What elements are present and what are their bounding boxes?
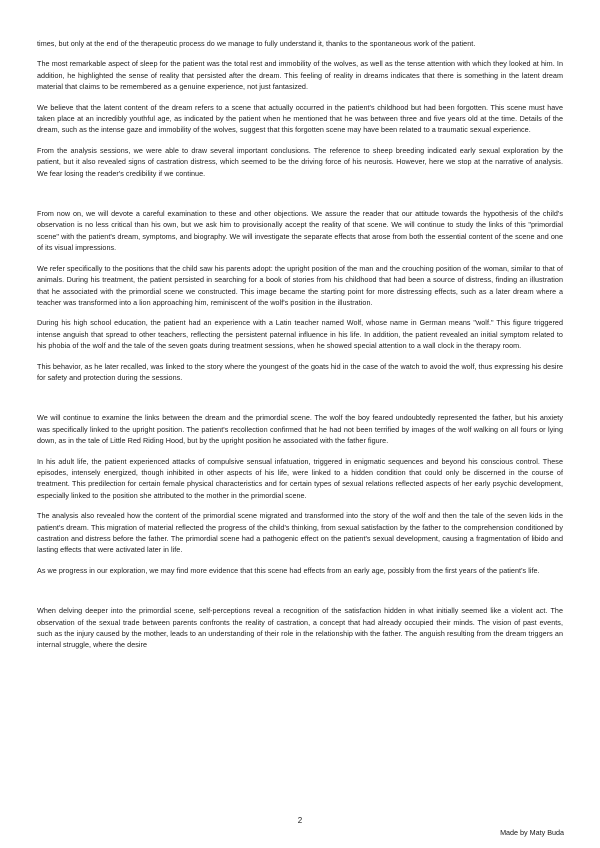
paragraph: In his adult life, the patient experienced attacks of compulsive sensual infatuation, triggered in enigmatic sequences and beyond his conscious control. These episodes, intensely energized, though inhibited in other aspects of his life, were linked to a hidden condition that could only be discerned in the course of treatment. This predilection for certain female physical characteristics and for certain types of sexual relations reflected aspects of her early psychic development, especially linked to the position she attributed to the mother in the primordial scene. xyxy=(37,456,563,500)
paragraph: The analysis also revealed how the content of the primordial scene migrated and transformed into the story of the wolf and then the tale of the seven kids in the patient's dream. This migration of material reflected the progress of the child's thinking, from sexual satisfaction by the father to the comprehension conditioned by castration and distress before the father. The primordial scene had a pathogenic effect on the patient's sexual development, causing a fragmentation of libido and lasting effects that were activated later in life. xyxy=(37,511,563,555)
paragraph: When delving deeper into the primordial scene, self-perceptions reveal a recognition of the satisfaction hidden in what initially seemed like a violent act. The observation of the sexual trade between parents confronts the reality of castration, a concept that had already occupied their minds. The vision of past events, such as the injury caused by the mother, leads to an understanding of their role in the relationship with the father. The anguish resulting from the dream triggers an internal struggle, where the desire xyxy=(37,606,563,650)
paragraph: We believe that the latent content of the dream refers to a scene that actually occurred in the patient's childhood but had been forgotten. This scene must have taken place at an incredibly youthful age, as indicated by the patient when he mentioned that he was between three and five years old at the time. Details of the dream, such as the intense gaze and immobility of the wolves, suggest that this forgotten scene may have been related to a traumatic sexual experience. xyxy=(37,102,563,135)
paragraph: times, but only at the end of the therapeutic process do we manage to fully understand it, thanks to the spontaneous work of the patient. xyxy=(37,39,476,48)
section-spacer xyxy=(37,188,563,208)
paragraph: We will continue to examine the links between the dream and the primordial scene. The wolf the boy feared undoubtedly represented the father, but his anxiety was specifically linked to the upright position. The patient's recollection confirmed that he had not been terrified by images of the wolf walking on all fours or lying down, as in the tale of Little Red Riding Hood, but by the upright position he associated with the father figure. xyxy=(37,413,563,446)
paragraph: We refer specifically to the positions that the child saw his parents adopt: the upright position of the man and the crouching position of the woman, similar to that of animals. During his treatment, the patient persisted in searching for a book of stories from his childhood that had been a source of distress, finding an illustration that he associated with the primordial scene we constructed. This image became the starting point for more distressing effects, such as a later dream where a teacher was transformed into a lion approaching him, reminiscent of the wolf's position in the illustration. xyxy=(37,263,563,307)
paragraph: The most remarkable aspect of sleep for the patient was the total rest and immobility of the wolves, as well as the tense attention with which they looked at him. In addition, he highlighted the sense of reality that persisted after the dream. This feeling of reality in dreams indicates that there is something in the latent dream material that claims to be remembered as a genuine experience, not just fantasized. xyxy=(37,59,563,92)
document-body xyxy=(37,38,563,660)
page-number: 2 xyxy=(297,816,303,825)
section-spacer xyxy=(37,585,563,605)
paragraph: This behavior, as he later recalled, was linked to the story where the youngest of the goats hid in the case of the watch to avoid the wolf, thus expressing his desire for safety and protection during the sessions. xyxy=(37,361,563,382)
paragraph: As we progress in our exploration, we may find more evidence that this scene had effects from an early age, possibly from the first years of the patient's life. xyxy=(37,565,540,575)
paragraph: During his high school education, the patient had an experience with a Latin teacher named Wolf, whose name in German means "wolf." This figure triggered intense anguish that spread to other teachers, reflecting the persistent paternal influence in his life. In addition, the patient revealed an initial symptom related to his phobia of the wolf and the tale of the seven goats during treatment sessions, when he showed special attention to a wall clock in the therapy room. xyxy=(37,318,563,351)
footer-credit: Made by Maty Buda xyxy=(500,828,564,837)
paragraph: From now on, we will devote a careful examination to these and other objections. We assure the reader that our attitude towards the hypothesis of the child's observation is no less critical than his own, but we ask him to provisionally accept the reality of that scene. We will continue to study the links of this "primordial scene" with the patient's dream, symptoms, and biography. We will investigate the separate effects that arose from both the essential content of the scene and one of its visual impressions. xyxy=(37,209,563,253)
section-spacer xyxy=(37,392,563,412)
paragraph: From the analysis sessions, we were able to draw several important conclusions. The reference to sheep breeding indicated early sexual exploration by the patient, but it also revealed signs of castration distress, which seemed to be the driving force of his neurosis. However, here we stop at the narrative of analysis. We fear losing the reader's credibility if we continue. xyxy=(37,145,563,178)
